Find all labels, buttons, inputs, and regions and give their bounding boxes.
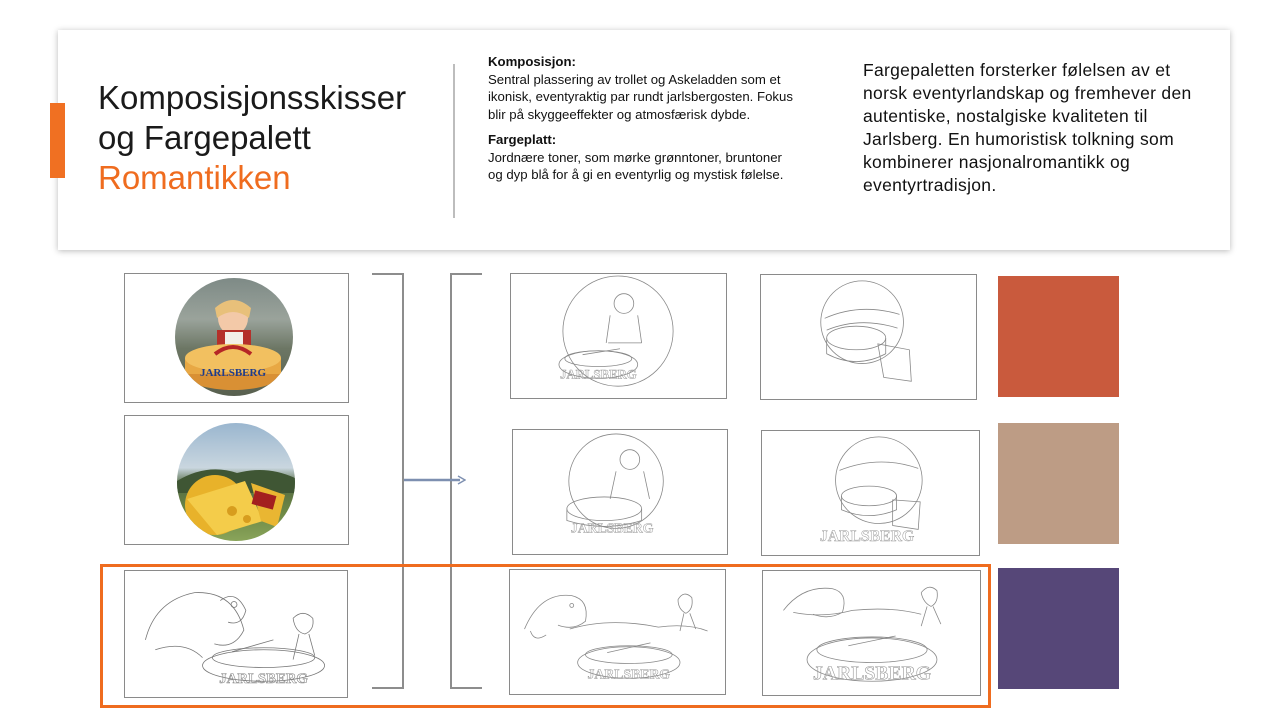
girl-cheese-sketch-1 — [511, 274, 726, 398]
palette-heading: Fargeplatt: — [488, 132, 557, 147]
landscape-cheese-illustration — [177, 423, 295, 541]
summary-text: Fargepaletten forsterker følelsen av et norsk eventyrlandskap og fremhever den autentiske, nostalgiske kvaliteten til Jarlsberg. En humoristisk tolkning som kombinerer nasjonalromantikk og eventyrtradisjon. — [863, 60, 1192, 195]
palette-swatch-tan — [998, 423, 1119, 544]
composition-heading: Komposisjon: — [488, 54, 576, 69]
composition-text: Sentral plassering av trollet og Askeladden som et ikonisk, eventyraktig par rundt jarlsbergosten. Fokus blir på skyggeeffekter og atmosfærisk dybde. — [488, 71, 793, 122]
title-accent: Romantikken — [98, 159, 291, 196]
sketch-5-brand-text: JARLSBERG — [587, 666, 671, 682]
sketch-brand-text: JARLSBERG — [219, 671, 308, 688]
cheese-brand-text: JARLSBERG — [199, 367, 267, 379]
selected-row-highlight — [100, 564, 991, 708]
girl-with-cheese-photo — [175, 278, 293, 396]
title-accent-bar — [50, 103, 65, 178]
palette-swatch-rust — [998, 276, 1119, 397]
details-text — [488, 53, 798, 192]
page-title — [98, 78, 406, 198]
palette-text: Jordnære toner, som mørke grønntoner, bruntoner og dyp blå for å gi en eventyrlig og mystisk følelse. — [488, 149, 784, 182]
sketch-frame-2 — [760, 274, 977, 400]
cheese-landscape-sketch-2 — [762, 431, 979, 555]
sketch-frame-1 — [510, 273, 727, 399]
title-line-1: Komposisjonsskisser — [98, 79, 407, 116]
reference-frame-girl — [124, 273, 349, 403]
sketch-1-brand-text: JARLSBERG — [559, 367, 637, 382]
sketch-3-brand-text: JARLSBERG — [570, 520, 654, 536]
sketch-4-brand-text: JARLSBERG — [819, 528, 915, 546]
girl-cheese-sketch-2 — [513, 430, 727, 554]
palette-swatch-purple — [998, 568, 1119, 689]
sketch-frame-3 — [512, 429, 728, 555]
header-divider — [453, 64, 455, 218]
title-line-2: og Fargepalett — [98, 119, 311, 156]
arrow-right-icon — [404, 474, 466, 486]
girl-with-cheese-illustration — [175, 278, 293, 396]
sketch-frame-4 — [761, 430, 980, 556]
reference-frame-landscape — [124, 415, 349, 545]
sketch-6-brand-text: JARLSBERG — [812, 662, 932, 685]
landscape-cheese-photo — [177, 423, 295, 541]
cheese-landscape-sketch-1 — [761, 275, 976, 399]
